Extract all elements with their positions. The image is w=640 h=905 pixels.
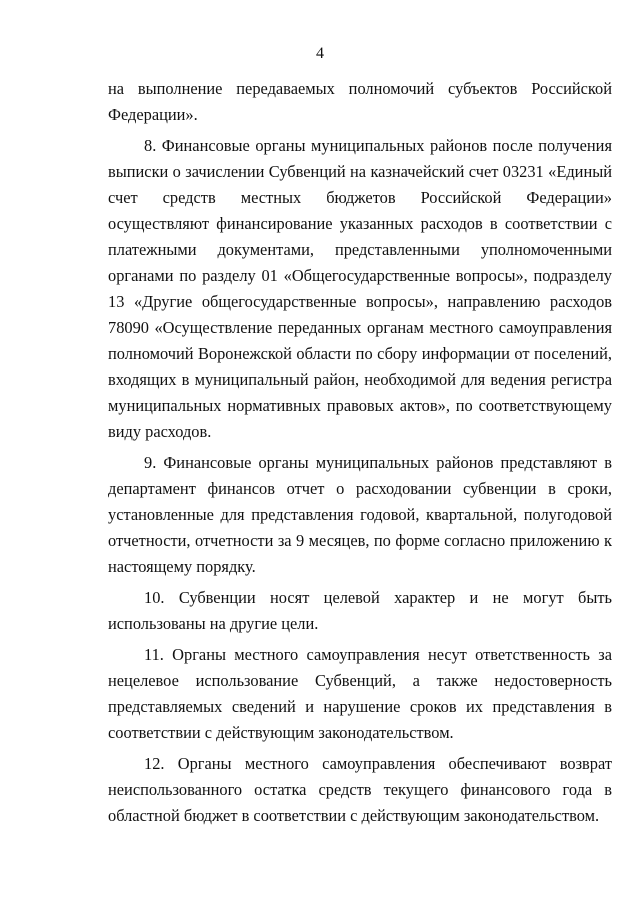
page-number: 4 — [316, 45, 324, 62]
document-body — [108, 76, 612, 834]
paragraph-continuation: на выполнение передаваемых полномочий субъектов Российской Федерации». — [108, 79, 612, 124]
paragraph-12: 12. Органы местного самоуправления обеспечивают возврат неиспользованного остатка средств текущего финансового года в областной бюджет в соответствии с действующим законодательством. — [108, 754, 612, 825]
paragraph-8: 8. Финансовые органы муниципальных районов после получения выписки о зачислении Субвенций на казначейский счет 03231 «Единый счет средств местных бюджетов Российской Федерации» осуществляют финансирование указанных расходов в соответствии с платежными документами, представленными уполномоченными органами по разделу 01 «Общегосударственные вопросы», подразделу 13 «Другие общегосударственные вопросы», направлению расходов 78090 «Осуществление переданных органам местного самоуправления полномочий Воронежской области по сбору информации от поселений, входящих в муниципальный район, необходимой для ведения регистра муниципальных нормативных правовых актов», по соответствующему виду расходов. — [108, 136, 612, 441]
paragraph-11: 11. Органы местного самоуправления несут ответственность за нецелевое использование Субвенций, а также недостоверность представляемых сведений и нарушение сроков их представления в соответствии с действующим законодательством. — [108, 645, 612, 742]
paragraph-9: 9. Финансовые органы муниципальных районов представляют в департамент финансов отчет о расходовании субвенции в сроки, установленные для представления годовой, квартальной, полугодовой отчетности, отчетности за 9 месяцев, по форме согласно приложению к настоящему порядку. — [108, 453, 612, 576]
paragraph-10: 10. Субвенции носят целевой характер и не могут быть использованы на другие цели. — [108, 588, 612, 633]
